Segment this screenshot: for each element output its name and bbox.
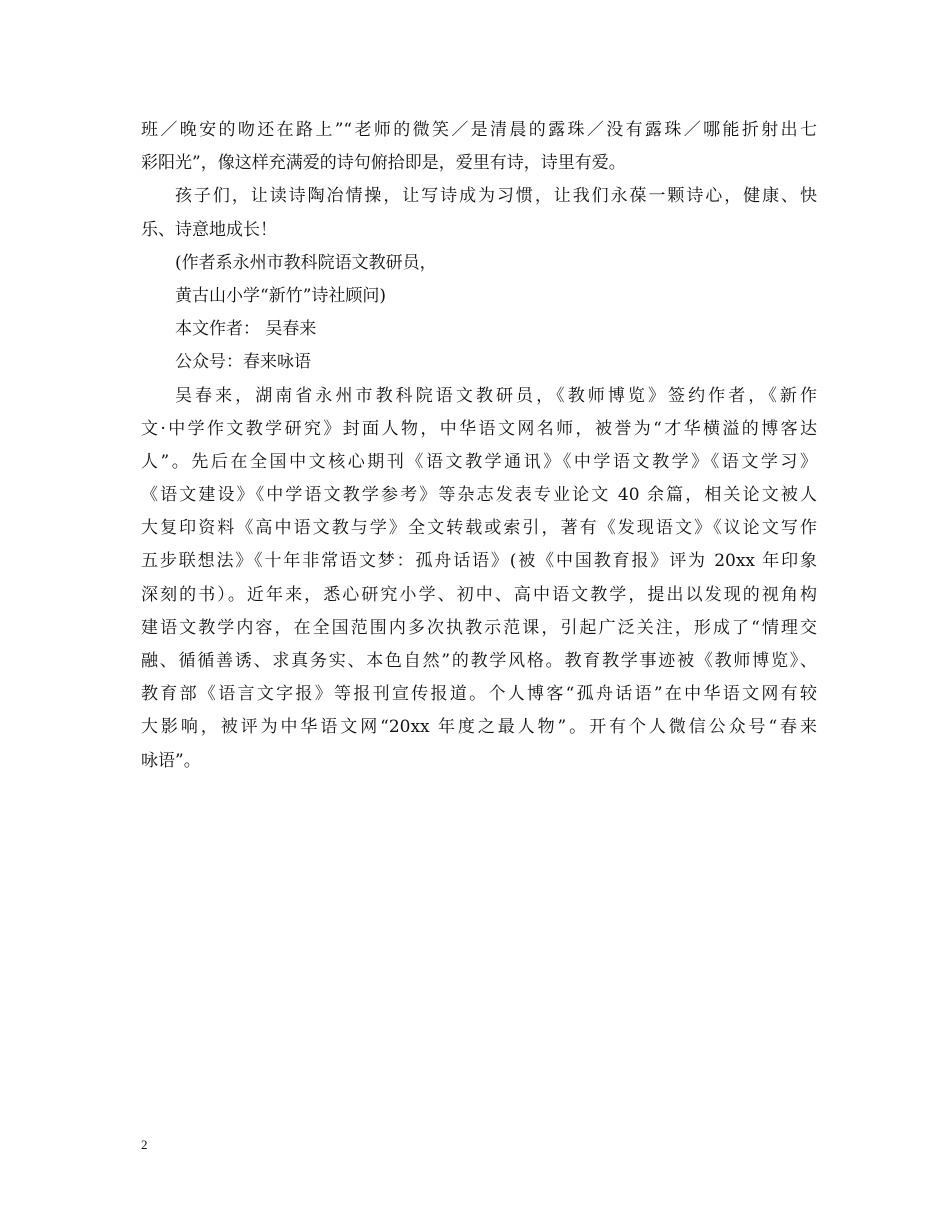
text-line: 彩阳光”，像这样充满爱的诗句俯拾即是，爱里有诗，诗里有爱。 <box>141 153 626 174</box>
text-line: 融、循循善诱、求真务实、本色自然”的教学风格。教育教学事迹被《教师博览》、 <box>141 651 817 671</box>
text-line: 吴春来，湖南省永州市教科院语文教研员，《教师博览》签约作者，《新作 <box>175 385 817 406</box>
text-line: 建语文教学内容，在全国范围内多次执教示范课，引起广泛关注，形成了“情理交 <box>141 617 817 638</box>
text-line: 本文作者： 吴春来 <box>175 319 317 340</box>
text-line: 大影响，被评为中华语文网“20xx 年度之最人物”。开有个人微信公众号“春来 <box>141 717 817 738</box>
text-line: 班／晚安的吻还在路上”“老师的微笑／是清晨的露珠／没有露珠／哪能折射出七 <box>141 120 817 140</box>
text-line: 人”。先后在全国中文核心期刊《语文教学通讯》《中学语文教学》《语文学习》 <box>141 451 817 472</box>
text-line: 咏语”。 <box>141 750 201 771</box>
text-line: (作者系永州市教科院语文教研员， <box>175 252 437 273</box>
page-number: 2 <box>141 1137 148 1152</box>
text-line: 公众号：春来咏语 <box>175 352 311 373</box>
document-body <box>141 114 817 778</box>
text-line: 《语文建设》《中学语文教学参考》等杂志发表专业论文 40 余篇，相关论文被人 <box>141 485 817 506</box>
text-line: 乐、诗意地成长！ <box>141 219 277 240</box>
text-line: 教育部《语言文字报》等报刊宣传报道。个人博客“孤舟话语”在中华语文网有较 <box>141 684 817 705</box>
text-line: 黄古山小学“新竹”诗社顾问) <box>175 285 387 306</box>
text-line: 孩子们，让读诗陶冶情操，让写诗成为习惯，让我们永葆一颗诗心，健康、快 <box>175 186 817 207</box>
text-line: 深刻的书）。近年来，悉心研究小学、初中、高中语文教学，提出以发现的视角构 <box>141 584 817 605</box>
text-line: 五步联想法》《十年非常语文梦：孤舟话语》(被《中国教育报》评为 20xx 年印象 <box>141 551 817 572</box>
text-line: 大复印资料《高中语文教与学》全文转载或索引，著有《发现语文》《议论文写作 <box>141 518 817 539</box>
text-line: 文·中学作文教学研究》封面人物，中华语文网名师，被誉为“才华横溢的博客达 <box>141 418 817 439</box>
